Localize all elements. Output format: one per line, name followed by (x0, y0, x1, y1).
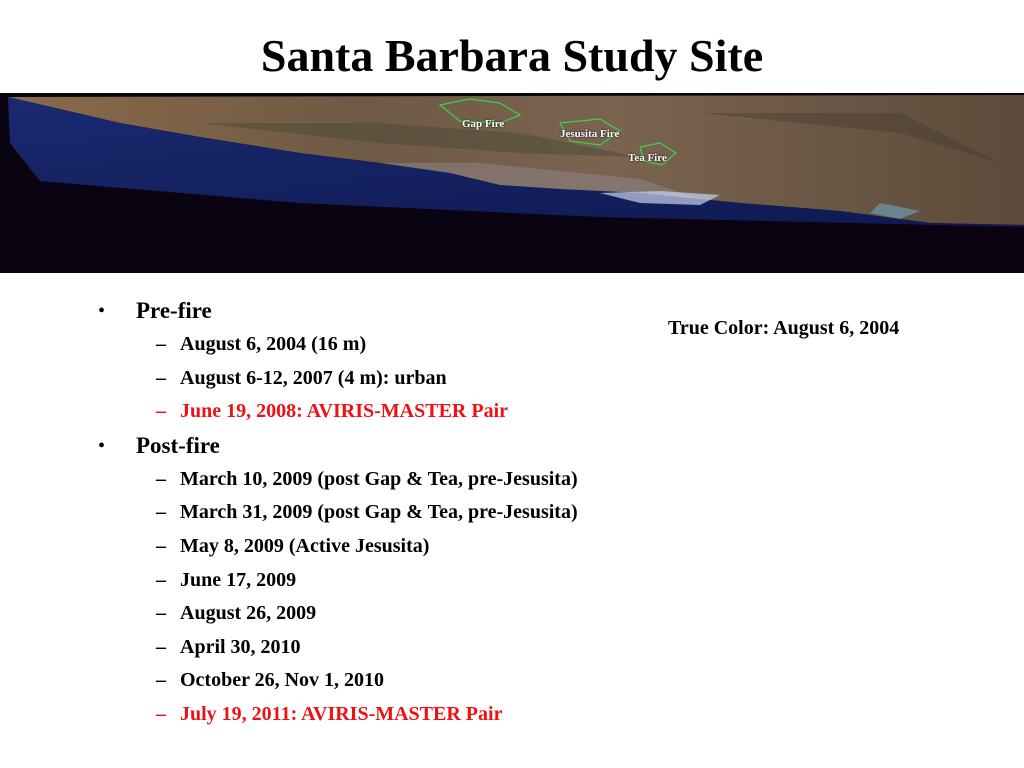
list-item: – March 31, 2009 (post Gap & Tea, pre-Jesusita) (98, 496, 718, 530)
list-item: – August 6, 2004 (16 m) (98, 328, 718, 362)
dash-icon: – (156, 501, 166, 524)
list-item-highlight: – June 19, 2008: AVIRIS-MASTER Pair (98, 395, 718, 429)
image-caption: True Color: 650,550,450 nm RGB (37, 323, 224, 338)
dash-icon: – (156, 669, 166, 692)
section-heading-postfire: • Post-fire (98, 429, 718, 463)
list-item: – June 17, 2009 (98, 564, 718, 598)
dash-icon: – (156, 366, 166, 389)
list-item: – March 10, 2009 (post Gap & Tea, pre-Jesusita) (98, 463, 718, 497)
dash-icon: – (156, 568, 166, 591)
list-item: – October 26, Nov 1, 2010 (98, 664, 718, 698)
scale-bar (32, 273, 110, 277)
dash-icon: – (156, 602, 166, 625)
bullet-icon: • (98, 300, 106, 322)
dash-icon: – (156, 635, 166, 658)
gap-fire-label: Gap Fire (462, 118, 505, 130)
dash-icon: – (156, 467, 166, 490)
image-date-caption: True Color: August 6, 2004 (668, 317, 900, 339)
dash-icon: – (156, 400, 166, 423)
slide-title: Santa Barbara Study Site (260, 30, 764, 81)
dash-icon: – (156, 333, 166, 355)
list-item: – April 30, 2010 (98, 631, 718, 665)
acquisition-list (98, 294, 718, 732)
bullet-icon: • (98, 434, 106, 457)
list-item: – May 8, 2009 (Active Jesusita) (98, 530, 718, 564)
satellite-strip-graphic (0, 93, 1024, 273)
dash-icon: – (156, 534, 166, 557)
tea-fire-label: Tea Fire (628, 152, 667, 164)
jesusita-fire-label: Jesusita Fire (560, 128, 620, 140)
scale-label: 10 km (52, 281, 87, 296)
section-heading-prefire: • Pre-fire (98, 294, 718, 328)
dash-icon: – (156, 702, 166, 725)
list-item: – August 6-12, 2007 (4 m): urban (98, 362, 718, 396)
list-item-highlight: – July 19, 2011: AVIRIS-MASTER Pair (98, 698, 718, 732)
list-item: – August 26, 2009 (98, 597, 718, 631)
